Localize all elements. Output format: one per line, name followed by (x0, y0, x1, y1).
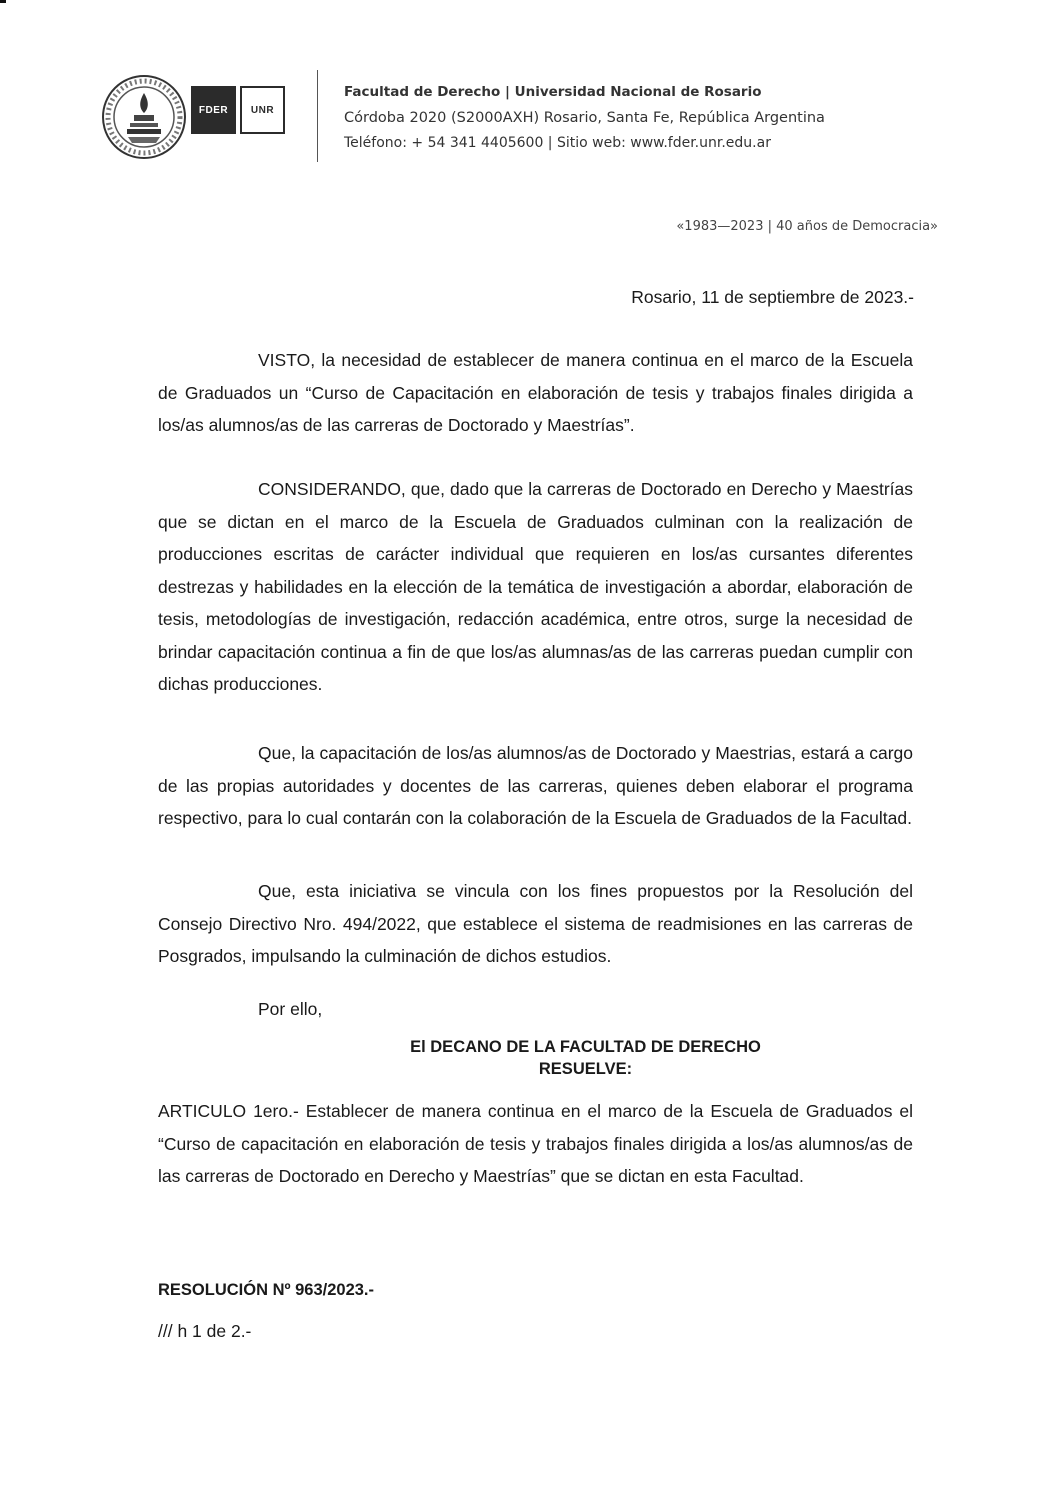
heading-decano: El DECANO DE LA FACULTAD DE DERECHO (410, 1038, 761, 1056)
document-date: Rosario, 11 de septiembre de 2023.- (631, 287, 914, 307)
letterhead-divider (317, 70, 318, 162)
fder-logo (191, 86, 236, 134)
scan-artifact (0, 0, 6, 3)
letterhead-address: Córdoba 2020 (S2000AXH) Rosario, Santa Fe, República Argentina (344, 110, 825, 126)
resolution-number: RESOLUCIÓN Nº 963/2023.- (158, 1281, 375, 1299)
page-marker: /// h 1 de 2.- (158, 1321, 252, 1341)
fder-logo-text: FDER (198, 105, 229, 116)
paragraph-que-1: Que, la capacitación de los/as alumnos/as de Doctorado y Maestrias, estará a cargo de las propias autoridades y docentes de las carreras, quienes deben elaborar el programa respectivo, para lo cual contarán con la colaboración de la Escuela de Graduados de la Facultad. (158, 743, 913, 828)
paragraph-considerando: CONSIDERANDO, que, dado que la carreras de Doctorado en Derecho y Maestrías que se dictan en el marco de la Escuela de Graduados culminan con la realización de producciones escritas de carácter individual que requieren en los/as cursantes diferentes destrezas y habilidades en la elección de la temática de investigación a abordar, elaboración de tesis, metodologías de investigación, redacción académica, entre otros, surge la necesidad de brindar capacitación continua a fin de que los/as alumnas/as de las carreras puedan cumplir con dichas producciones. (158, 479, 913, 694)
heading-resuelve: RESUELVE: (538, 1060, 633, 1078)
paragraph-visto: VISTO, la necesidad de establecer de manera continua en el marco de la Escuela de Graduados un “Curso de Capacitación en elaboración de tesis y trabajos finales dirigida a los/as alumnos/as de las carreras de Doctorado y Maestrías”. (158, 350, 913, 435)
unr-logo (240, 86, 285, 134)
paragraph-articulo: ARTICULO 1ero.- Establecer de manera continua en el marco de la Escuela de Graduados el “Curso de capacitación en elaboración de tesis y trabajos finales dirigida a los/as alumnos/as de las carreras de Doctorado en Derecho y Maestrías” que se dictan en esta Facultad. (158, 1101, 913, 1186)
unr-logo-text: UNR (250, 105, 275, 116)
por-ello: Por ello, (258, 999, 323, 1019)
letterhead-contact: Teléfono: + 54 341 4405600 | Sitio web: www.fder.unr.edu.ar (344, 135, 771, 151)
paragraph-que-2: Que, esta iniciativa se vincula con los fines propuestos por la Resolución del Consejo Directivo Nro. 494/2022, que establece el sistema de readmisiones en las carreras de Posgrados, impulsando la culminación de dichos estudios. (158, 881, 913, 966)
motto: «1983—2023 | 40 años de Democracia» (676, 219, 938, 234)
letterhead-institution: Facultad de Derecho | Universidad Nacional de Rosario (344, 84, 762, 100)
university-seal-icon (100, 73, 188, 161)
